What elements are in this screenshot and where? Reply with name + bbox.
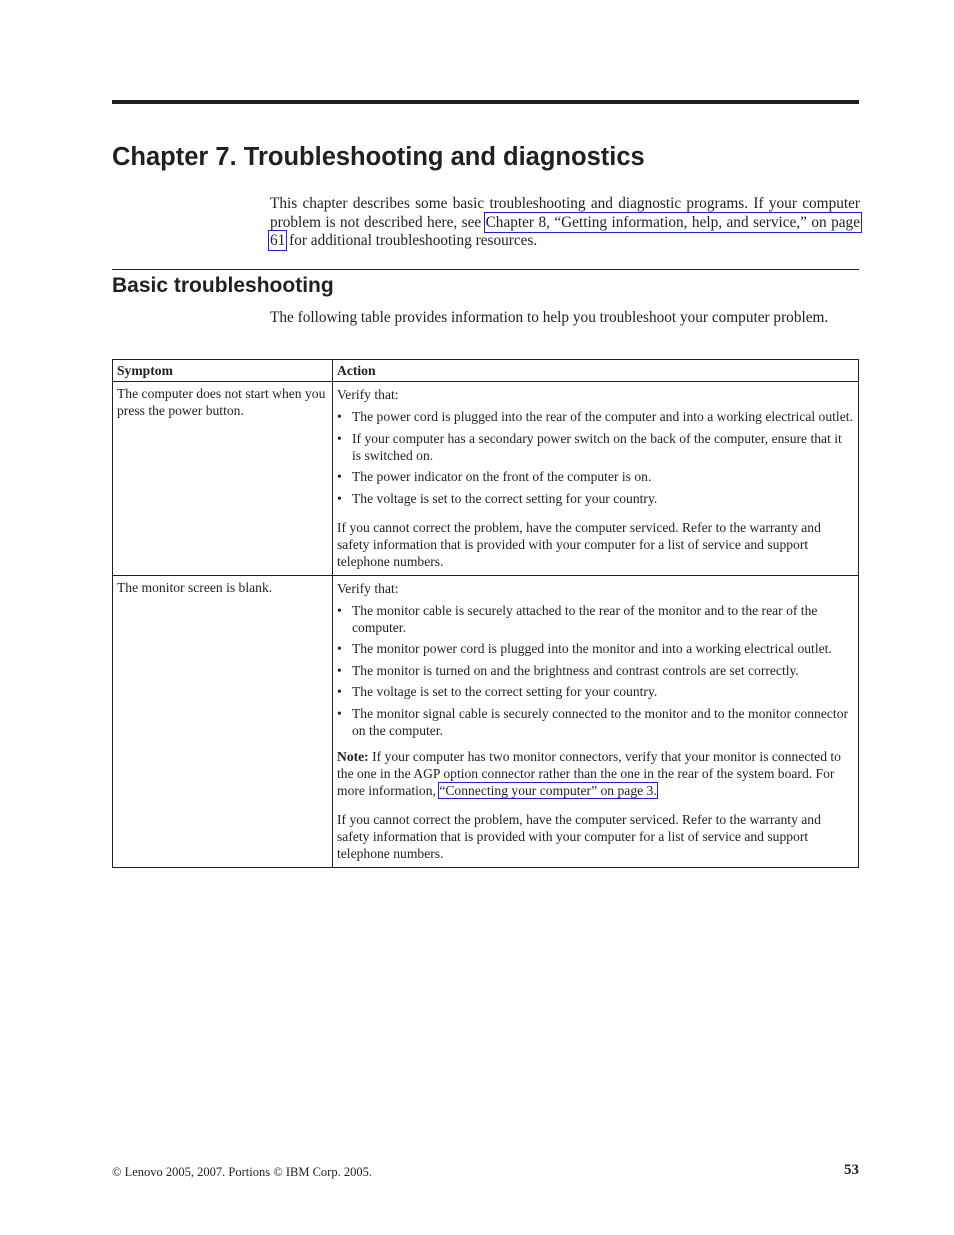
list-item-text: The voltage is set to the correct setting for your country. <box>352 490 658 506</box>
chapter-8-link[interactable]: Chapter 8, “Getting information, help, and service,” on page 61 <box>270 213 860 249</box>
action-header: Action <box>333 360 859 382</box>
table-row <box>113 382 859 576</box>
closing-paragraph: If you cannot correct the problem, have the computer serviced. Refer to the warranty and safety information that is provided with your computer for a list of service and support telephone numbers. <box>337 811 821 861</box>
bullet-icon: • <box>337 641 342 656</box>
chapter-title: Chapter 7. Troubleshooting and diagnostics <box>112 143 645 171</box>
top-rule <box>112 100 859 104</box>
list-item <box>337 430 854 464</box>
verify-label: Verify that: <box>337 387 399 402</box>
copyright-footer: © Lenovo 2005, 2007. Portions © IBM Corp. 2005. <box>112 1165 372 1179</box>
symptom-cell: The computer does not start when you press the power button. <box>113 382 333 576</box>
bullet-icon: • <box>337 705 342 721</box>
table-header-row <box>113 360 859 382</box>
list-item-text: The monitor power cord is plugged into the monitor and into a working electrical outlet. <box>352 641 832 656</box>
intro-text-end: for additional troubleshooting resources. <box>285 232 538 249</box>
action-cell <box>333 575 859 867</box>
list-item <box>337 662 854 679</box>
closing-paragraph: If you cannot correct the problem, have the computer serviced. Refer to the warranty and safety information that is provided with your computer for a list of service and support telephone numbers. <box>337 519 821 569</box>
action-cell <box>333 382 859 576</box>
list-item-text: The power cord is plugged into the rear of the computer and into a working electrical outlet. <box>352 409 853 424</box>
bullet-icon: • <box>337 409 342 424</box>
symptom-header: Symptom <box>113 360 333 382</box>
list-item <box>337 490 854 507</box>
section-rule <box>112 269 859 270</box>
troubleshooting-table <box>112 359 859 868</box>
bullet-icon: • <box>337 469 342 484</box>
list-item <box>337 602 854 636</box>
list-item-text: The power indicator on the front of the computer is on. <box>352 469 652 484</box>
list-item-text: The monitor is turned on and the brightness and contrast controls are set correctly. <box>352 662 799 678</box>
bullet-icon: • <box>337 602 342 618</box>
table-row <box>113 575 859 867</box>
section-title: Basic troubleshooting <box>112 274 334 297</box>
symptom-cell: The monitor screen is blank. <box>113 575 333 867</box>
checklist <box>337 408 854 507</box>
list-item <box>337 683 854 700</box>
lead-paragraph: The following table provides information to help you troubleshoot your computer problem. <box>270 309 829 326</box>
note-label: Note: <box>337 748 369 764</box>
list-item <box>337 705 854 739</box>
connecting-computer-link[interactable]: “Connecting your computer” on page 3. <box>439 782 657 798</box>
list-item-text: The monitor cable is securely attached to the rear of the monitor and to the rear of the computer. <box>352 602 818 635</box>
page-number: 53 <box>844 1162 859 1178</box>
note-text: If your computer has two monitor connectors, verify that your monitor is connected to the one in the AGP option connector rather than the one in the rear of the system board. For more information, <box>337 748 841 798</box>
intro-paragraph <box>270 195 860 251</box>
list-item-text: The voltage is set to the correct setting for your country. <box>352 684 658 699</box>
list-item-text: If your computer has a secondary power switch on the back of the computer, ensure that it is switched on. <box>352 430 842 463</box>
bullet-icon: • <box>337 662 342 678</box>
intro-text: This chapter describes some basic troubleshooting and diagnostic programs. If your computer problem is not described here, see <box>270 195 860 231</box>
list-item-text: The monitor signal cable is securely connected to the monitor and to the monitor connector on the computer. <box>352 705 849 738</box>
note-paragraph <box>337 748 854 799</box>
verify-label: Verify that: <box>337 580 399 596</box>
list-item <box>337 640 854 657</box>
list-item <box>337 468 854 485</box>
list-item <box>337 408 854 425</box>
checklist <box>337 602 854 739</box>
bullet-icon: • <box>337 430 342 446</box>
bullet-icon: • <box>337 684 342 699</box>
bullet-icon: • <box>337 490 342 506</box>
